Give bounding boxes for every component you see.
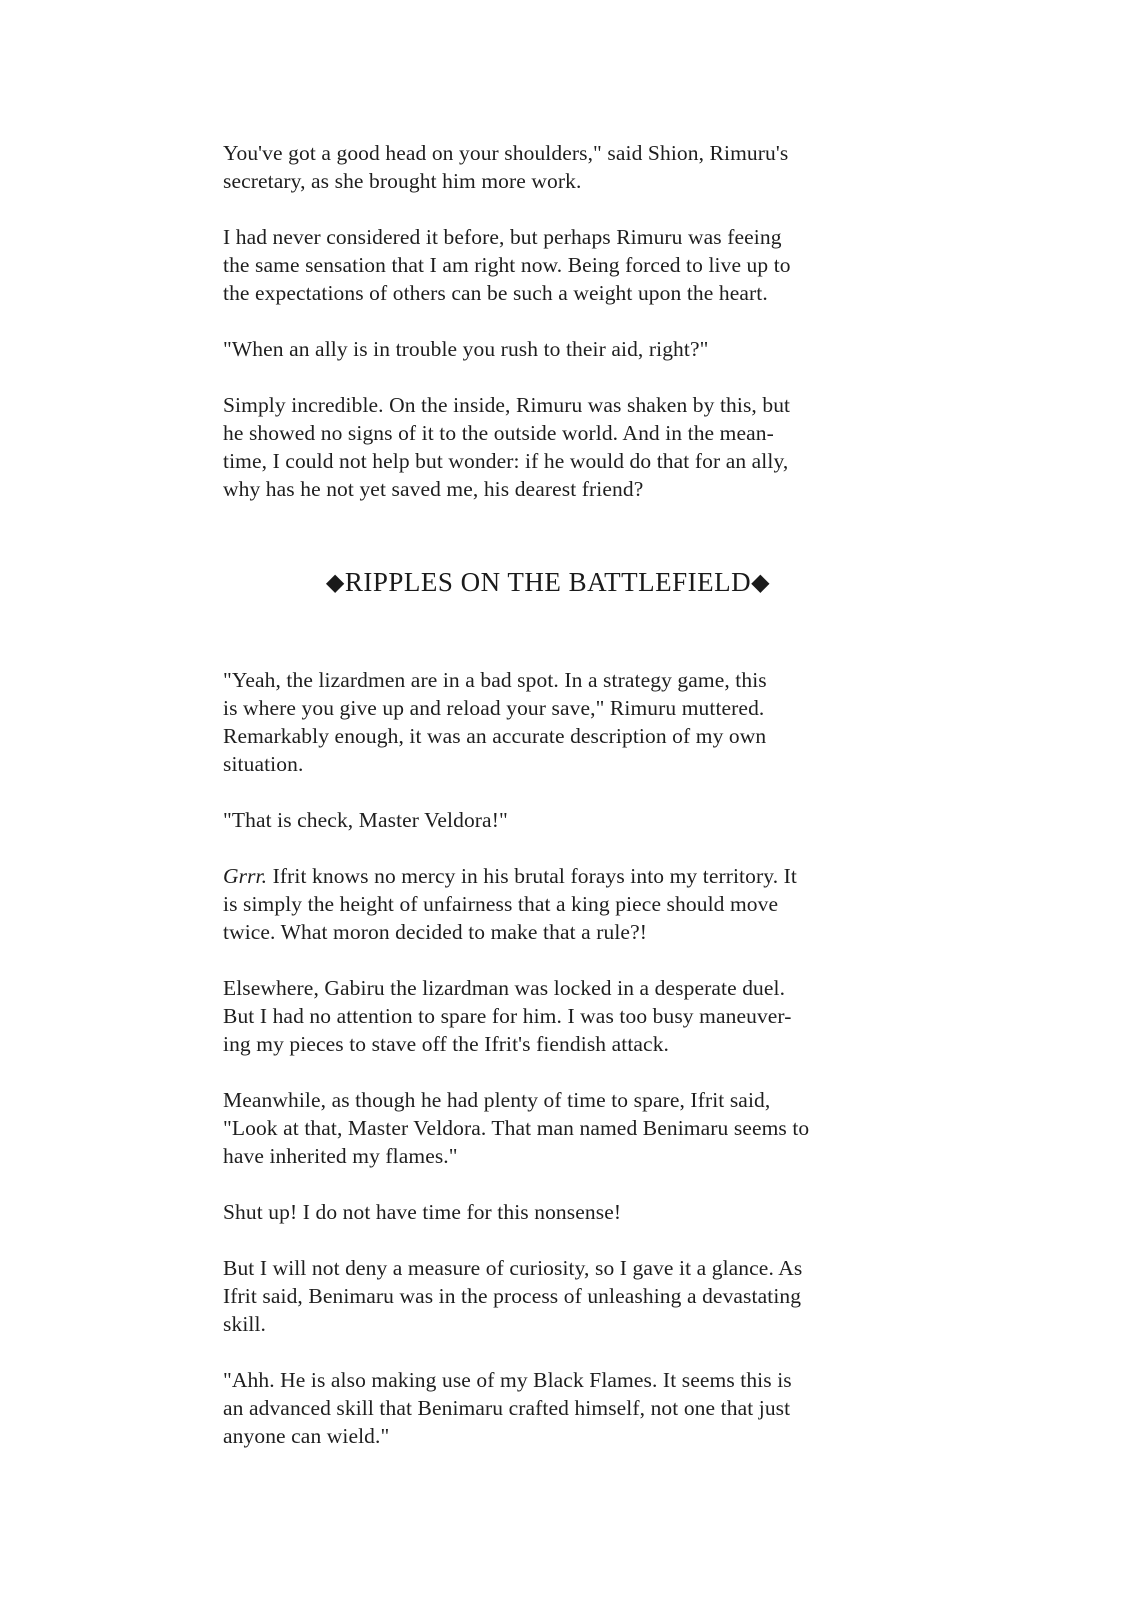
text-line: "That is check, Master Veldora!" bbox=[223, 808, 508, 832]
text-line: is simply the height of unfairness that a king piece should move bbox=[223, 892, 779, 916]
chapter-title: RIPPLES ON THE BATTLEFIELD bbox=[344, 567, 752, 597]
paragraph bbox=[223, 1198, 873, 1226]
text-line: anyone can wield." bbox=[223, 1424, 390, 1448]
paragraph bbox=[223, 666, 873, 778]
diamond-ornament-right: ◆ bbox=[751, 570, 771, 596]
text-line: "Look at that, Master Veldora. That man named Benimaru seems to bbox=[223, 1116, 810, 1140]
text-line: Meanwhile, as though he had plenty of time to spare, Ifrit said, bbox=[223, 1088, 771, 1112]
text-line: situation. bbox=[223, 752, 304, 776]
text-line-rest: Ifrit knows no mercy in his brutal forays into my territory. It bbox=[267, 864, 797, 888]
text-line: is where you give up and reload your save," Rimuru muttered. bbox=[223, 696, 765, 720]
text-line: secretary, as she brought him more work. bbox=[223, 169, 582, 193]
text-line: Simply incredible. On the inside, Rimuru was shaken by this, but bbox=[223, 393, 791, 417]
paragraph bbox=[223, 139, 873, 195]
text-line: But I will not deny a measure of curiosity, so I gave it a glance. As bbox=[223, 1256, 803, 1280]
text-line: "Ahh. He is also making use of my Black Flames. It seems this is bbox=[223, 1368, 792, 1392]
text-line: why has he not yet saved me, his dearest friend? bbox=[223, 477, 644, 501]
text-line: "Yeah, the lizardmen are in a bad spot. In a strategy game, this bbox=[223, 668, 767, 692]
paragraph bbox=[223, 862, 873, 946]
page-text-column bbox=[223, 139, 873, 1478]
paragraph bbox=[223, 335, 873, 363]
paragraph bbox=[223, 1254, 873, 1338]
paragraph bbox=[223, 391, 873, 503]
paragraph bbox=[223, 223, 873, 307]
text-line: You've got a good head on your shoulders," said Shion, Rimuru's bbox=[223, 141, 789, 165]
chapter-heading bbox=[223, 565, 873, 601]
text-line: the same sensation that I am right now. Being forced to live up to bbox=[223, 253, 791, 277]
paragraph bbox=[223, 1366, 873, 1450]
text-line: have inherited my flames." bbox=[223, 1144, 458, 1168]
text-line: I had never considered it before, but perhaps Rimuru was feeing bbox=[223, 225, 782, 249]
text-line bbox=[223, 862, 873, 890]
text-line: twice. What moron decided to make that a rule?! bbox=[223, 920, 647, 944]
text-line: But I had no attention to spare for him. I was too busy maneuver- bbox=[223, 1004, 792, 1028]
text-line: "When an ally is in trouble you rush to their aid, right?" bbox=[223, 337, 709, 361]
text-line: Shut up! I do not have time for this nonsense! bbox=[223, 1200, 622, 1224]
text-line: an advanced skill that Benimaru crafted himself, not one that just bbox=[223, 1396, 791, 1420]
text-line: Ifrit said, Benimaru was in the process of unleashing a devastating bbox=[223, 1284, 802, 1308]
text-line: the expectations of others can be such a weight upon the heart. bbox=[223, 281, 768, 305]
paragraph bbox=[223, 1086, 873, 1170]
text-line: skill. bbox=[223, 1312, 267, 1336]
paragraph bbox=[223, 974, 873, 1058]
text-line: Remarkably enough, it was an accurate description of my own bbox=[223, 724, 767, 748]
diamond-ornament-left: ◆ bbox=[325, 570, 345, 596]
text-line: Elsewhere, Gabiru the lizardman was locked in a desperate duel. bbox=[223, 976, 786, 1000]
italic-lead: Grrr. bbox=[223, 864, 268, 888]
text-line: ing my pieces to stave off the Ifrit's fiendish attack. bbox=[223, 1032, 670, 1056]
paragraph bbox=[223, 806, 873, 834]
text-line: he showed no signs of it to the outside world. And in the mean- bbox=[223, 421, 774, 445]
text-line: time, I could not help but wonder: if he would do that for an ally, bbox=[223, 449, 789, 473]
